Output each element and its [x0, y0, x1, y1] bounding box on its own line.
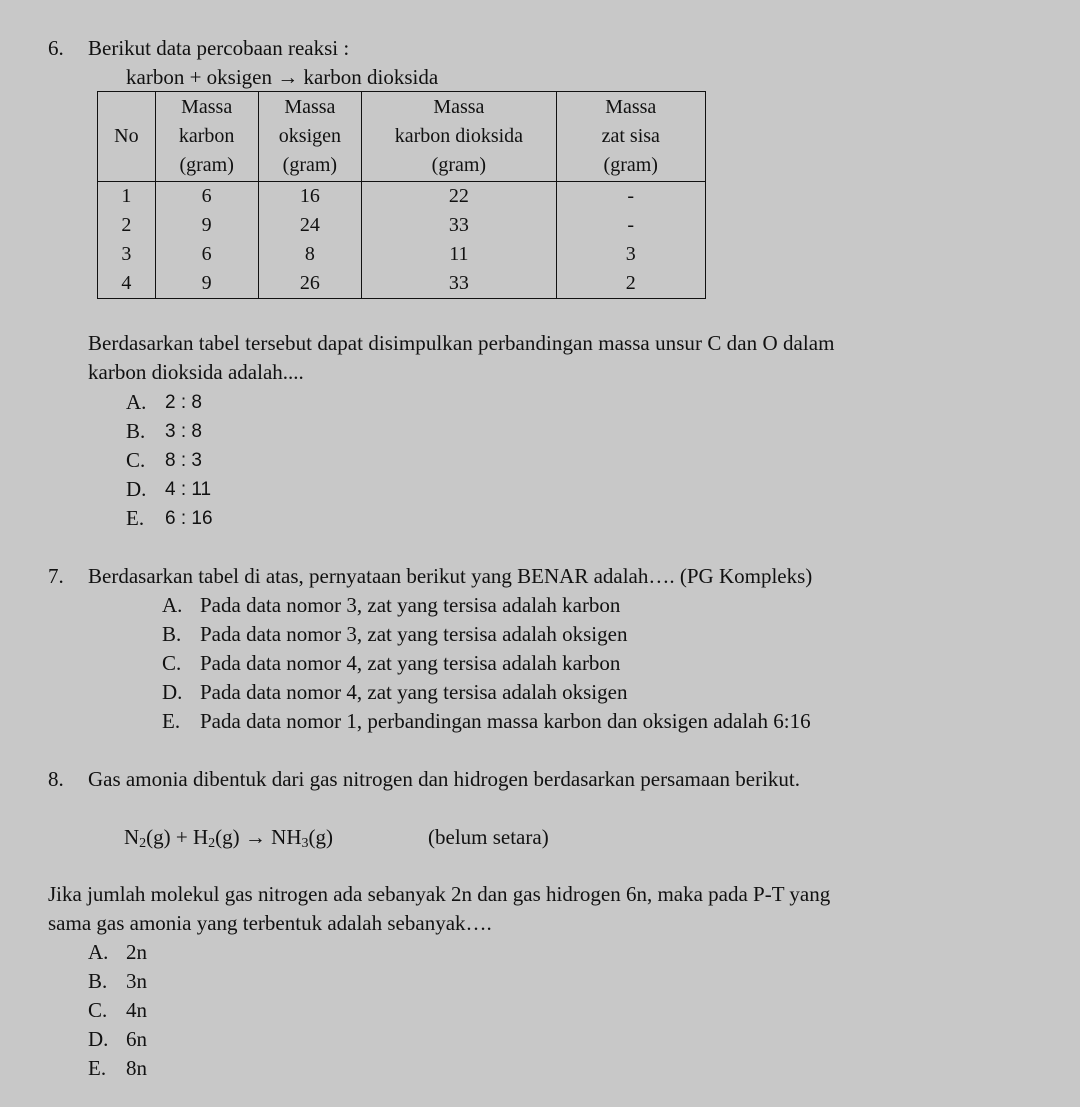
q8-option-a-letter: A. — [88, 940, 109, 964]
q8-text-line2: sama gas amonia yang terbentuk adalah sebanyak…. — [48, 911, 492, 935]
equation-nh: (g) → NH — [215, 825, 302, 849]
q8-option-a-text[interactable]: 2n — [126, 940, 147, 964]
table-header-row — [98, 92, 706, 182]
cell: 33 — [362, 269, 556, 299]
q6-option-b-letter: B. — [126, 419, 146, 443]
q6-number: 6. — [48, 36, 64, 60]
q6-option-d-letter: D. — [126, 477, 147, 501]
cell: 8 — [258, 240, 362, 269]
q6-option-d-text[interactable]: 4 : 11 — [165, 479, 212, 500]
q6-question-line2: karbon dioksida adalah.... — [88, 360, 304, 384]
cell: 1 — [98, 182, 156, 212]
q8-text-line1: Jika jumlah molekul gas nitrogen ada sebanyak 2n dan gas hidrogen 6n, maka pada P-T yang — [48, 882, 831, 906]
q8-question: Gas amonia dibentuk dari gas nitrogen dan hidrogen berdasarkan persamaan berikut. — [88, 767, 801, 791]
header-massa-oksigen: Massa oksigen (gram) — [258, 92, 362, 182]
cell: 9 — [155, 211, 258, 240]
q8-option-b-text[interactable]: 3n — [126, 969, 147, 993]
q8-option-e-letter: E. — [88, 1056, 107, 1080]
q7-number: 7. — [48, 564, 64, 588]
q7-option-b-letter: B. — [162, 622, 182, 646]
q8-equation — [124, 825, 333, 851]
header-massa-karbon-dioksida: Massa karbon dioksida (gram) — [362, 92, 556, 182]
equation-h-sub: 2 — [208, 836, 216, 851]
equation-n: N — [124, 825, 140, 849]
q7-option-d-text[interactable]: Pada data nomor 4, zat yang tersisa adalah oksigen — [200, 680, 628, 704]
cell: 3 — [556, 240, 705, 269]
q8-option-b-letter: B. — [88, 969, 108, 993]
q8-option-c-letter: C. — [88, 998, 108, 1022]
q7-option-e-letter: E. — [162, 709, 181, 733]
data-table — [97, 91, 706, 299]
q7-option-e-text[interactable]: Pada data nomor 1, perbandingan massa karbon dan oksigen adalah 6:16 — [200, 709, 811, 733]
q8-option-d-letter: D. — [88, 1027, 109, 1051]
cell: 6 — [155, 182, 258, 212]
header-massa-zat-sisa: Massa zat sisa (gram) — [556, 92, 705, 182]
table-row — [98, 211, 706, 240]
q6-option-a-letter: A. — [126, 390, 147, 414]
equation-h: (g) + H — [146, 825, 209, 849]
q6-option-b-text[interactable]: 3 : 8 — [165, 421, 202, 442]
cell: 9 — [155, 269, 258, 299]
q6-question-line1: Berdasarkan tabel tersebut dapat disimpulkan perbandingan massa unsur C dan O dalam — [88, 331, 835, 355]
q8-option-e-text[interactable]: 8n — [126, 1056, 147, 1080]
cell: - — [556, 182, 705, 212]
cell: 24 — [258, 211, 362, 240]
cell: 4 — [98, 269, 156, 299]
cell: 2 — [98, 211, 156, 240]
cell: 16 — [258, 182, 362, 212]
table-row — [98, 240, 706, 269]
q7-option-a-text[interactable]: Pada data nomor 3, zat yang tersisa adalah karbon — [200, 593, 621, 617]
equation-nh-sub: 3 — [301, 836, 309, 851]
q7-option-b-text[interactable]: Pada data nomor 3, zat yang tersisa adalah oksigen — [200, 622, 628, 646]
cell: 6 — [155, 240, 258, 269]
q6-option-e-letter: E. — [126, 506, 145, 530]
q7-option-d-letter: D. — [162, 680, 183, 704]
cell: - — [556, 211, 705, 240]
q8-number: 8. — [48, 767, 64, 791]
q6-title: Berikut data percobaan reaksi : — [88, 36, 350, 60]
equation-nh-state: (g) — [308, 825, 333, 849]
q6-reaction: karbon + oksigen → karbon dioksida — [126, 65, 439, 89]
cell: 11 — [362, 240, 556, 269]
q8-option-d-text[interactable]: 6n — [126, 1027, 147, 1051]
cell: 26 — [258, 269, 362, 299]
cell: 2 — [556, 269, 705, 299]
q6-option-e-text[interactable]: 6 : 16 — [165, 508, 213, 529]
q6-option-c-letter: C. — [126, 448, 146, 472]
header-no: No — [98, 92, 156, 182]
cell: 33 — [362, 211, 556, 240]
equation-n-sub: 2 — [139, 836, 147, 851]
q6-option-a-text[interactable]: 2 : 8 — [165, 392, 202, 413]
header-massa-karbon: Massa karbon (gram) — [155, 92, 258, 182]
table-row — [98, 182, 706, 212]
q7-option-c-text[interactable]: Pada data nomor 4, zat yang tersisa adalah karbon — [200, 651, 621, 675]
q8-option-c-text[interactable]: 4n — [126, 998, 147, 1022]
table-row — [98, 269, 706, 299]
q7-question: Berdasarkan tabel di atas, pernyataan berikut yang BENAR adalah…. (PG Kompleks) — [88, 564, 813, 588]
cell: 3 — [98, 240, 156, 269]
q6-option-c-text[interactable]: 8 : 3 — [165, 450, 202, 471]
q8-equation-note: (belum setara) — [428, 825, 549, 849]
q7-option-a-letter: A. — [162, 593, 183, 617]
q7-option-c-letter: C. — [162, 651, 182, 675]
cell: 22 — [362, 182, 556, 212]
